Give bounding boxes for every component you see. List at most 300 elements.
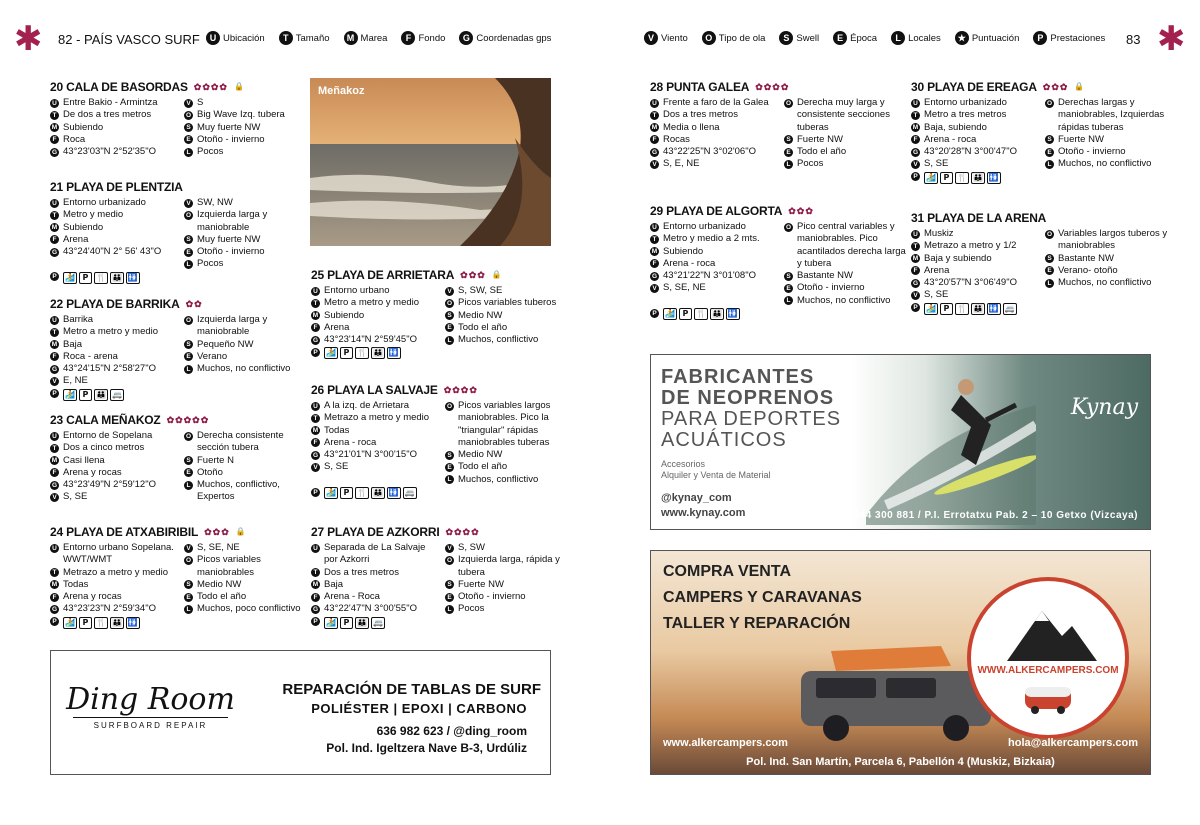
attribute-icon: U	[650, 223, 659, 232]
info-row	[911, 158, 1039, 170]
legend	[644, 31, 1105, 45]
attribute-value: Arena - Roca	[324, 591, 380, 603]
attribute-icon: O	[185, 432, 192, 440]
alker-ad[interactable]	[650, 550, 1151, 775]
service-icon: 🍴	[356, 348, 367, 358]
attribute-value: Derecha muy larga y consistente secciones tuberas	[797, 97, 890, 133]
beach-title	[50, 80, 312, 94]
legend-item	[891, 31, 941, 45]
legend-item	[459, 31, 551, 45]
attribute-value: De dos a tres metros	[63, 109, 152, 121]
attribute-icon: E	[784, 148, 793, 157]
legend-item	[702, 31, 766, 45]
attribute-icon: V	[445, 544, 454, 553]
attribute-icon: E	[184, 593, 193, 602]
legend-label: Tamaño	[295, 32, 330, 44]
attribute-value: Arena - roca	[663, 257, 716, 269]
sunset-sea-image	[310, 78, 551, 246]
info-row	[50, 579, 178, 591]
attribute-value: Muchos, conflictivo	[458, 334, 539, 346]
service-icon: P	[79, 272, 92, 284]
services-list	[63, 389, 124, 401]
info-row	[184, 109, 312, 121]
services-row	[311, 346, 573, 359]
beach-entry	[311, 383, 573, 499]
attribute-value: Entre Bakio - Armintza	[63, 97, 158, 108]
alker-web[interactable]: www.alkercampers.com	[663, 737, 788, 749]
beach-entry	[911, 211, 1173, 315]
beach-name: 30 PLAYA DE EREAGA	[911, 80, 1037, 94]
info-row	[184, 134, 312, 146]
legend-item	[779, 31, 819, 45]
attribute-value: Fuerte NW	[458, 578, 504, 590]
attribute-icon: V	[650, 284, 659, 293]
beach-entry	[650, 80, 912, 171]
lock-icon: 🔒	[233, 82, 245, 91]
services-list	[324, 347, 401, 359]
attribute-icon: F	[650, 135, 659, 144]
attribute-icon: S	[445, 580, 454, 589]
attribute-value: Subiendo	[324, 309, 365, 321]
info-column	[184, 314, 312, 388]
info-row	[911, 109, 1039, 121]
services-row	[50, 616, 312, 629]
attribute-value: 43°24'40"N 2° 56' 43"O	[63, 246, 162, 258]
legend-item	[206, 31, 265, 45]
kynay-line4: ACUÁTICOS	[661, 429, 787, 451]
service-icon: 🏄	[65, 272, 75, 282]
beach-name: 29 PLAYA DE ALGORTA	[650, 204, 783, 218]
services-row	[911, 171, 1173, 184]
attribute-value: 43°20'28"N 3°00'47"O	[924, 146, 1017, 158]
info-row	[445, 400, 573, 449]
kynay-ad[interactable]	[650, 354, 1151, 530]
beach-entry	[50, 180, 312, 284]
lock-icon: 🔒	[491, 270, 503, 279]
page-number: 83	[1126, 32, 1141, 47]
attribute-icon: O	[185, 316, 192, 324]
info-row	[311, 285, 439, 297]
info-column	[911, 228, 1039, 302]
info-column	[650, 97, 778, 171]
services-list	[63, 617, 140, 629]
info-row	[911, 265, 1039, 277]
rating-flowers: ✿✿✿	[204, 527, 230, 537]
attribute-icon: L	[1045, 279, 1054, 288]
rating-flowers: ✿✿✿	[1042, 82, 1069, 92]
info-column	[311, 285, 439, 346]
legend-icon: F	[401, 31, 415, 45]
kynay-line1: FABRICANTES	[661, 366, 815, 388]
attribute-icon: G	[651, 272, 658, 280]
service-icon: 🚻	[388, 348, 399, 358]
attribute-value: Metro a metro y medio	[324, 297, 420, 309]
dingroom-phone: 636 982 623 / @ding_room	[376, 724, 527, 738]
attribute-value: Variables largos tuberos y maniobrables	[1058, 228, 1168, 252]
attribute-icon: T	[311, 568, 320, 577]
info-row	[1045, 228, 1173, 253]
service-icon: 👪	[356, 617, 367, 627]
beach-name: 26 PLAYA LA SALVAJE	[311, 383, 438, 397]
info-row	[911, 277, 1039, 289]
attribute-icon: V	[311, 463, 320, 472]
info-row	[445, 603, 573, 615]
service-icon: 🍴	[356, 488, 367, 498]
info-row	[184, 554, 312, 579]
service-icon: 🚻	[127, 617, 138, 627]
info-column	[50, 97, 178, 158]
info-row	[784, 97, 912, 134]
attribute-value: Baja, subiendo	[924, 121, 987, 133]
attribute-icon: O	[185, 211, 192, 219]
info-row	[445, 542, 573, 554]
attribute-value: S, SE	[924, 289, 949, 301]
services-icon: P	[311, 488, 320, 497]
attribute-icon: U	[50, 544, 59, 553]
attribute-value: Media o llena	[663, 121, 720, 133]
service-icon: 🚻	[127, 272, 138, 282]
beach-title	[311, 383, 573, 397]
info-row	[445, 591, 573, 603]
info-row	[650, 282, 778, 294]
attribute-value: Arena y rocas	[63, 466, 122, 478]
info-row	[184, 197, 312, 209]
attribute-value: 43°24'15"N 2°58'27"O	[63, 363, 156, 375]
attribute-value: Muy fuerte NW	[197, 121, 261, 133]
attribute-value: Metrazo a metro y medio	[63, 566, 169, 578]
attribute-icon: V	[50, 377, 59, 386]
attribute-value: Muchos, no conflictivo	[1058, 277, 1152, 289]
service-icon: P	[940, 303, 953, 315]
attribute-icon: G	[312, 605, 319, 613]
info-column	[445, 542, 573, 616]
attribute-icon: V	[911, 160, 920, 169]
alker-line3: TALLER Y REPARACIÓN	[663, 615, 851, 632]
attribute-value: 43°23'23"N 2°59'34"O	[63, 603, 156, 615]
service-icon: 🍴	[95, 617, 106, 627]
info-row	[184, 314, 312, 339]
service-icon: P	[340, 487, 353, 499]
attribute-value: Otoño - invierno	[797, 282, 865, 294]
rating-flowers: ✿✿✿✿	[443, 385, 478, 395]
services-row	[50, 388, 312, 401]
beach-title	[650, 80, 912, 94]
beach-title	[50, 413, 312, 427]
attribute-value: Metrazo a metro y medio	[324, 412, 430, 424]
attribute-icon: L	[445, 475, 454, 484]
info-row	[311, 400, 439, 412]
attribute-icon: U	[50, 316, 59, 325]
alker-line2: CAMPERS Y CARAVANAS	[663, 589, 862, 606]
attribute-icon: O	[185, 556, 192, 564]
info-row	[311, 322, 439, 334]
attribute-icon: O	[446, 402, 453, 410]
info-row	[650, 158, 778, 170]
attribute-icon: F	[650, 259, 659, 268]
services-row	[311, 616, 573, 629]
beach-entry	[311, 268, 573, 359]
attribute-icon: S	[1045, 135, 1054, 144]
legend-label: Viento	[661, 32, 688, 44]
info-row	[184, 430, 312, 455]
attribute-icon: F	[911, 266, 920, 275]
service-icon: P	[940, 172, 953, 184]
attribute-icon: G	[51, 248, 58, 256]
attribute-icon: U	[50, 99, 59, 108]
legend-icon: P	[1033, 31, 1047, 45]
beach-name: 28 PUNTA GALEA	[650, 80, 750, 94]
info-column	[911, 97, 1039, 171]
info-column	[50, 542, 178, 616]
attribute-icon: T	[50, 568, 59, 577]
beach-title	[311, 268, 573, 282]
info-row	[650, 270, 778, 282]
attribute-value: Pequeño NW	[197, 338, 254, 350]
dingroom-address: Pol. Ind. Igeltzera Nave B-3, Urdúliz	[326, 741, 527, 755]
attribute-icon: F	[50, 468, 59, 477]
beach-name: 20 CALA DE BASORDAS	[50, 80, 188, 94]
attribute-value: Roca - arena	[63, 350, 118, 362]
attribute-icon: S	[784, 135, 793, 144]
beach-name: 23 CALA MEÑAKOZ	[50, 413, 161, 427]
attribute-value: Baja	[324, 578, 344, 590]
info-row	[50, 122, 178, 134]
attribute-value: Otoño - invierno	[197, 246, 265, 258]
attribute-icon: M	[312, 312, 319, 320]
info-row	[50, 146, 178, 158]
attribute-icon: M	[312, 427, 319, 435]
attribute-icon: U	[311, 544, 320, 553]
info-row	[311, 412, 439, 424]
page-header: 82 - PAÍS VASCO SURF	[58, 32, 200, 47]
attribute-icon: S	[184, 235, 193, 244]
attribute-icon: S	[184, 123, 193, 132]
attribute-icon: M	[51, 224, 58, 232]
service-icon: 👪	[111, 272, 122, 282]
attribute-value: Muy fuerte NW	[197, 233, 261, 245]
attribute-value: S, SE, NE	[663, 282, 706, 294]
info-row	[911, 240, 1039, 252]
attribute-icon: L	[184, 605, 193, 614]
info-row	[784, 221, 912, 270]
service-icon: P	[340, 617, 353, 629]
rating-flowers: ✿✿	[185, 299, 203, 309]
attribute-icon: M	[51, 457, 58, 465]
attribute-value: S, SE	[924, 158, 949, 170]
attribute-value: E, NE	[63, 375, 88, 387]
attribute-icon: G	[912, 148, 919, 156]
attribute-icon: E	[184, 248, 193, 257]
kynay-contact: 944 300 881 / P.I. Errotatxu Pab. 2 – 10 Getxo (Vizcaya)	[853, 510, 1138, 521]
rating-flowers: ✿✿✿	[788, 206, 814, 216]
info-row	[50, 134, 178, 146]
info-row	[50, 234, 178, 246]
attribute-icon: O	[785, 223, 792, 231]
attribute-value: S, SE	[63, 491, 88, 503]
attribute-icon: O	[1046, 230, 1053, 238]
dingroom-ad[interactable]	[50, 650, 551, 775]
info-row	[445, 310, 573, 322]
service-icon: P	[340, 347, 353, 359]
service-icon: 🏄	[926, 303, 936, 313]
beach-entry	[311, 525, 573, 629]
attribute-value: Subiendo	[663, 245, 704, 257]
attribute-value: Todo el año	[458, 321, 508, 333]
beach-title	[50, 525, 312, 539]
services-icon: P	[911, 172, 920, 181]
beach-name: 27 PLAYA DE AZKORRI	[311, 525, 440, 539]
attribute-value: Verano- otoño	[1058, 264, 1118, 276]
attribute-value: Pocos	[197, 146, 224, 158]
mountain-icon	[997, 601, 1101, 666]
services-icon: P	[911, 303, 920, 312]
attribute-icon: L	[184, 481, 193, 490]
attribute-value: Casi llena	[63, 454, 105, 466]
beach-photo	[310, 78, 551, 246]
info-row	[50, 491, 178, 503]
info-row	[50, 603, 178, 615]
info-column	[650, 221, 778, 307]
attribute-value: Medio NW	[458, 309, 503, 321]
info-column	[50, 197, 178, 271]
attribute-icon: S	[184, 456, 193, 465]
info-row	[311, 591, 439, 603]
info-row	[311, 461, 439, 473]
alker-email[interactable]: hola@alkercampers.com	[1008, 737, 1138, 749]
vw-bus-icon	[1023, 683, 1073, 715]
services-icon: P	[650, 309, 659, 318]
attribute-icon: U	[50, 432, 59, 441]
info-row	[650, 134, 778, 146]
services-row	[650, 307, 912, 320]
service-icon: 🏄	[326, 348, 336, 358]
attribute-value: Entorno urbanizado	[63, 197, 146, 208]
attribute-value: 43°21'22"N 3°01'08"O	[663, 270, 756, 282]
attribute-icon: G	[312, 451, 319, 459]
attribute-value: 43°23'49"N 2°59'12"O	[63, 479, 156, 491]
attribute-value: Pocos	[797, 158, 824, 170]
kynay-line3: PARA DEPORTES	[661, 408, 842, 430]
attribute-value: Picos variables maniobrables	[197, 554, 261, 578]
info-row	[445, 579, 573, 591]
service-icon: 🚻	[988, 172, 999, 182]
service-icon: 👪	[972, 303, 983, 313]
legend-item	[401, 31, 445, 45]
info-row	[184, 363, 312, 375]
legend-icon: S	[779, 31, 793, 45]
attribute-value: Big Wave Izq. tubera	[197, 109, 285, 121]
info-row	[784, 282, 912, 294]
attribute-icon: T	[911, 111, 920, 120]
info-row	[1045, 265, 1173, 277]
attribute-value: 43°23'14"N 2°59'45"O	[324, 334, 417, 346]
service-icon: 👪	[372, 488, 383, 498]
attribute-value: Otoño - invierno	[458, 591, 526, 603]
beach-title	[50, 180, 312, 194]
rating-flowers: ✿✿✿✿	[445, 527, 480, 537]
info-row	[184, 479, 312, 504]
service-icon: 👪	[111, 617, 122, 627]
attribute-icon: L	[784, 160, 793, 169]
attribute-icon: V	[50, 493, 59, 502]
attribute-icon: E	[184, 135, 193, 144]
service-icon: 🏄	[65, 617, 75, 627]
attribute-value: Fuerte NW	[1058, 133, 1104, 145]
legend-item	[279, 31, 330, 45]
attribute-icon: E	[1045, 266, 1054, 275]
kynay-handle[interactable]: @kynay_com	[661, 492, 732, 504]
info-row	[184, 234, 312, 246]
attribute-icon: S	[784, 272, 793, 281]
service-icon: 👪	[372, 348, 383, 358]
info-row	[650, 233, 778, 245]
service-icon: 🚐	[111, 389, 122, 399]
info-row	[184, 246, 312, 258]
legend-icon: L	[891, 31, 905, 45]
services-list	[924, 303, 1017, 315]
attribute-value: Metrazo a metro y 1/2	[924, 240, 1017, 252]
attribute-icon: M	[912, 124, 919, 132]
attribute-icon: G	[312, 336, 319, 344]
attribute-icon: F	[311, 593, 320, 602]
attribute-value: Rocas	[663, 133, 690, 145]
info-row	[784, 146, 912, 158]
beach-title	[911, 80, 1173, 94]
legend-label: Locales	[908, 32, 941, 44]
attribute-value: Derechas largas y maniobrables, Izquierdas rápidas tuberas	[1058, 97, 1165, 133]
attribute-value: Todo el año	[197, 591, 247, 603]
info-row	[184, 467, 312, 479]
attribute-icon: E	[445, 323, 454, 332]
info-row	[50, 375, 178, 387]
info-row	[911, 228, 1039, 240]
attribute-icon: M	[51, 341, 58, 349]
legend-icon: O	[702, 31, 716, 45]
legend-icon: U	[206, 31, 220, 45]
attribute-value: Muchos, no conflictivo	[1058, 158, 1152, 170]
legend-icon: V	[644, 31, 658, 45]
service-icon: 👪	[711, 309, 722, 319]
attribute-value: Subiendo	[63, 221, 104, 233]
services-icon: P	[311, 617, 320, 626]
info-row	[445, 554, 573, 579]
info-row	[650, 258, 778, 270]
kynay-brand: Kynay	[1070, 395, 1138, 420]
attribute-value: Metro y medio a 2 mts.	[663, 233, 760, 245]
kynay-web[interactable]: www.kynay.com	[661, 507, 746, 519]
lock-icon: 🔒	[235, 527, 247, 536]
services-list	[324, 487, 417, 499]
info-row	[445, 297, 573, 309]
info-row	[784, 134, 912, 146]
info-row	[50, 442, 178, 454]
attribute-value: 43°22'47"N 3°00'55"O	[324, 603, 417, 615]
section-title: PAÍS VASCO SURF	[84, 32, 200, 47]
attribute-icon: V	[445, 287, 454, 296]
info-row	[650, 221, 778, 233]
beach-name: 22 PLAYA DE BARRIKA	[50, 297, 180, 311]
attribute-value: Arena y rocas	[63, 591, 122, 603]
info-row	[311, 334, 439, 346]
info-row	[784, 295, 912, 307]
attribute-icon: T	[311, 299, 320, 308]
attribute-icon: E	[445, 463, 454, 472]
kynay-line2: DE NEOPRENOS	[661, 387, 835, 409]
info-row	[911, 146, 1039, 158]
legend-item	[955, 31, 1020, 45]
attribute-value: Entorno urbanizado	[663, 221, 746, 232]
info-row	[1045, 277, 1173, 289]
